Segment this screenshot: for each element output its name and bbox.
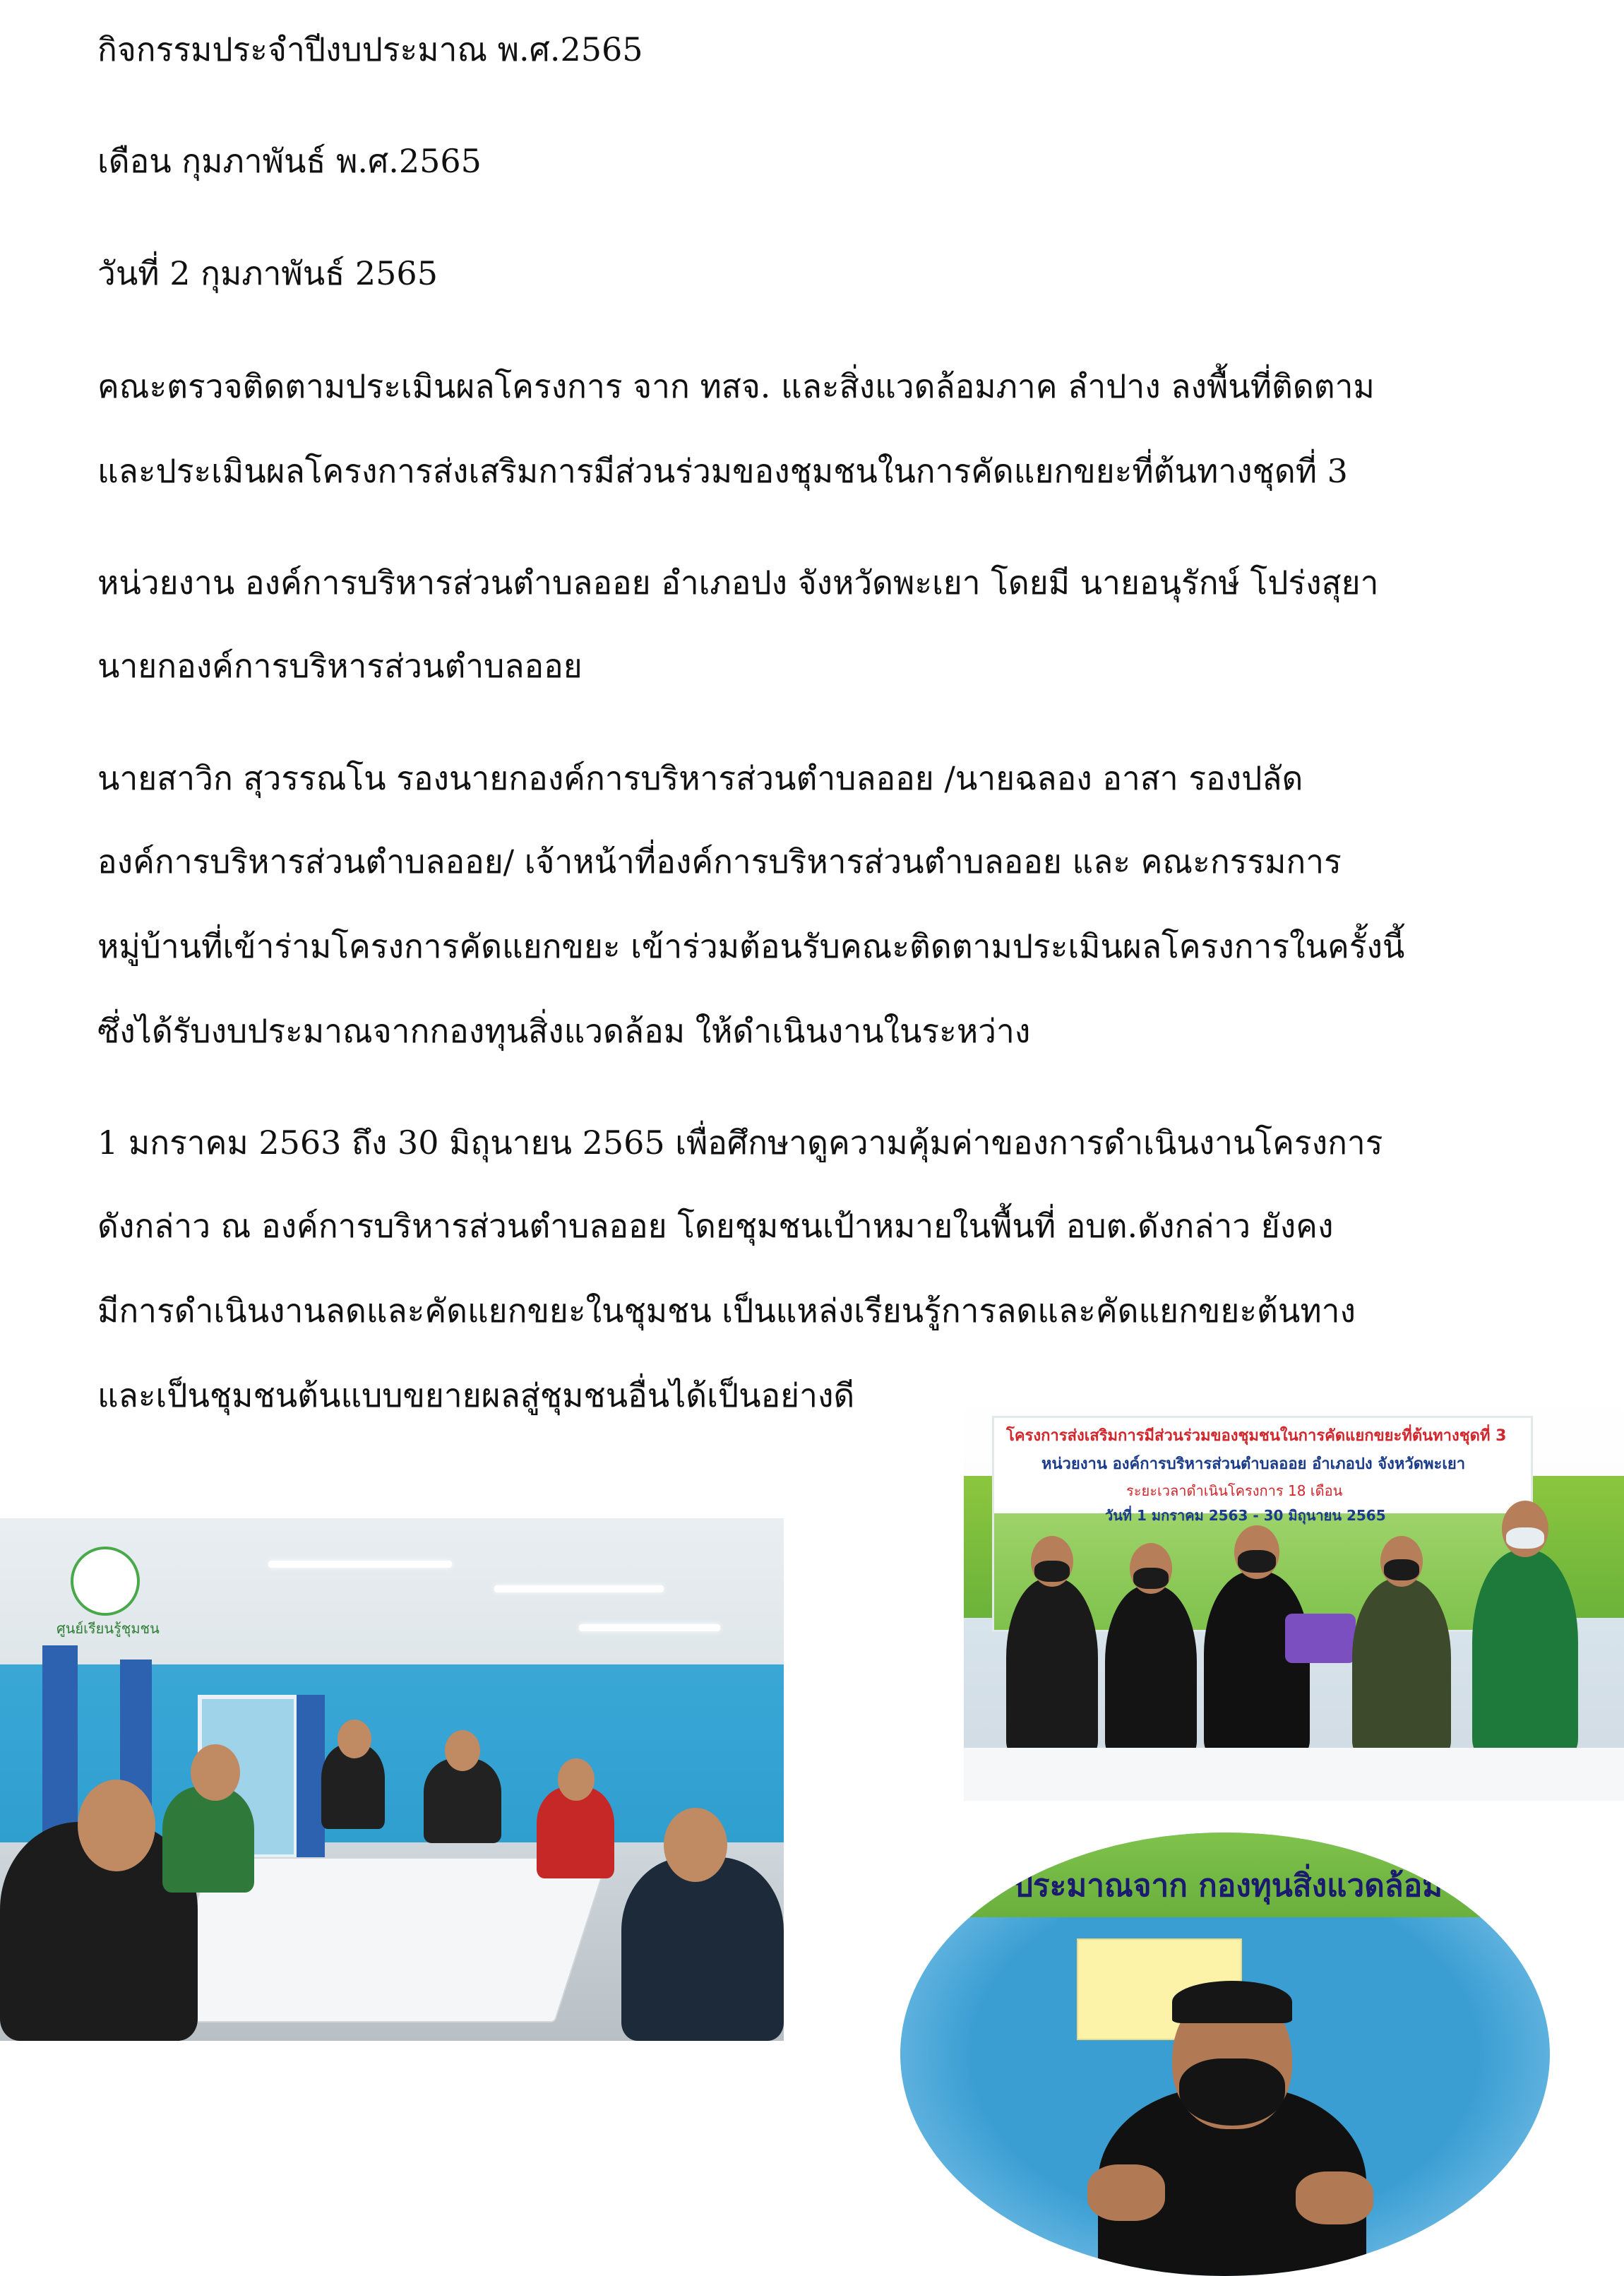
body-line-7: หมู่บ้านที่เข้าร่ามโครงการคัดแยกขยะ เข้าร่วมต้อนรับคณะติดตามประเมินผลโครงการในครั้งนี้ xyxy=(97,927,1405,965)
speaker-hand xyxy=(1087,2164,1165,2221)
speaker-hand xyxy=(1296,2171,1373,2224)
person-seated xyxy=(424,1758,501,1843)
person xyxy=(1472,1550,1578,1755)
body-line-12: และเป็นชุมชนต้นแบบขยายผลสู่ชุมชนอื่นได้เป็นอย่างดี xyxy=(97,1376,855,1414)
learning-center-logo xyxy=(71,1547,140,1616)
speaker-mask xyxy=(1179,2058,1285,2126)
body-line-1: คณะตรวจติดตามประเมินผลโครงการ จาก ทสจ. และสิ่งแวดล้อมภาค ลำปาง ลงพื้นที่ติดตาม xyxy=(97,367,1375,405)
speaker-hair xyxy=(1172,1981,1292,2023)
speaker-portrait-photo xyxy=(900,1833,1550,2276)
person-green-shirt xyxy=(162,1787,254,1893)
banner-agency: หน่วยงาน องค์การบริหารส่วนตำบลออย อำเภอปง จังหวัดพะเยา xyxy=(1041,1455,1466,1473)
person xyxy=(1105,1585,1197,1755)
ceiling-light xyxy=(579,1624,720,1631)
learning-center-sign: ศูนย์เรียนรู้ชุมชน xyxy=(56,1620,160,1637)
front-table xyxy=(964,1748,1624,1801)
body-line-11: มีการดำเนินงานลดและคัดแยกขยะในชุมชน เป็นแหล่งเรียนรู้การลดและคัดแยกขยะต้นทาง xyxy=(97,1292,1356,1330)
curtain xyxy=(297,1695,325,1857)
body-line-9: 1 มกราคม 2563 ถึง 30 มิถุนายน 2565 เพื่อศึกษาดูความคุ้มค่าของการดำเนินงานโครงการ xyxy=(97,1124,1383,1162)
face-mask xyxy=(1034,1561,1070,1582)
ceiling-light xyxy=(494,1585,664,1592)
document-title: กิจกรรมประจำปีงบประมาณ พ.ศ.2565 xyxy=(97,30,643,68)
person-head xyxy=(558,1758,595,1801)
person xyxy=(1352,1578,1451,1755)
body-line-8: ซึ่งได้รับงบประมาณจากกองทุนสิ่งแวดล้อม ให้ดำเนินงานในระหว่าง xyxy=(97,1012,1031,1050)
banner-duration: ระยะเวลาดำเนินโครงการ 18 เดือน xyxy=(1126,1482,1343,1499)
person xyxy=(1204,1571,1310,1755)
face-mask xyxy=(1384,1559,1419,1580)
body-line-6: องค์การบริหารส่วนตำบลออย/ เจ้าหน้าที่องค์การบริหารส่วนตำบลออย และ คณะกรรมการ xyxy=(97,842,1342,881)
person-head xyxy=(445,1730,480,1771)
document-date: วันที่ 2 กุมภาพันธ์ 2565 xyxy=(97,254,438,292)
person xyxy=(1006,1578,1098,1755)
gift-basket xyxy=(1285,1614,1356,1663)
face-mask xyxy=(1238,1550,1276,1573)
banner-title: โครงการส่งเสริมการมีส่วนร่วมของชุมชนในการคัดแยกขยะที่ต้นทางชุดที่ 3 xyxy=(1006,1427,1507,1445)
face-mask xyxy=(1133,1568,1169,1589)
document-month: เดือน กุมภาพันธ์ พ.ศ.2565 xyxy=(97,142,482,180)
body-line-2: และประเมินผลโครงการส่งเสริมการมีส่วนร่วมของชุมชนในการคัดแยกขยะที่ต้นทางชุดที่ 3 xyxy=(97,452,1348,490)
body-line-3: หน่วยงาน องค์การบริหารส่วนตำบลออย อำเภอปง จังหวัดพะเยา โดยมี นายอนุรักษ์ โปร่งสุยา xyxy=(97,564,1379,602)
body-line-4: นายกองค์การบริหารส่วนตำบลออย xyxy=(97,647,583,685)
person-head xyxy=(338,1720,371,1758)
person-head xyxy=(78,1780,155,1871)
banner-dates: วันที่ 1 มกราคม 2563 - 30 มิถุนายน 2565 xyxy=(1105,1507,1386,1524)
group-handover-photo xyxy=(964,1395,1624,1801)
fund-banner-text: ประมาณจาก กองทุนสิ่งแวดล้อม xyxy=(1013,1868,1443,1904)
person-right xyxy=(621,1857,784,2041)
person-head xyxy=(664,1808,727,1882)
face-mask xyxy=(1506,1527,1544,1549)
meeting-room-photo xyxy=(0,1518,784,2041)
body-line-10: ดังกล่าว ณ องค์การบริหารส่วนตำบลออย โดยชุมชนเป้าหมายในพื้นที่ อบต.ดังกล่าว ยังคง xyxy=(97,1207,1334,1245)
ceiling-light xyxy=(268,1561,452,1568)
person-head xyxy=(191,1744,240,1801)
body-line-5: นายสาวิก สุวรรณโน รองนายกองค์การบริหารส่วนตำบลออย /นายฉลอง อาสา รองปลัด xyxy=(97,759,1303,797)
